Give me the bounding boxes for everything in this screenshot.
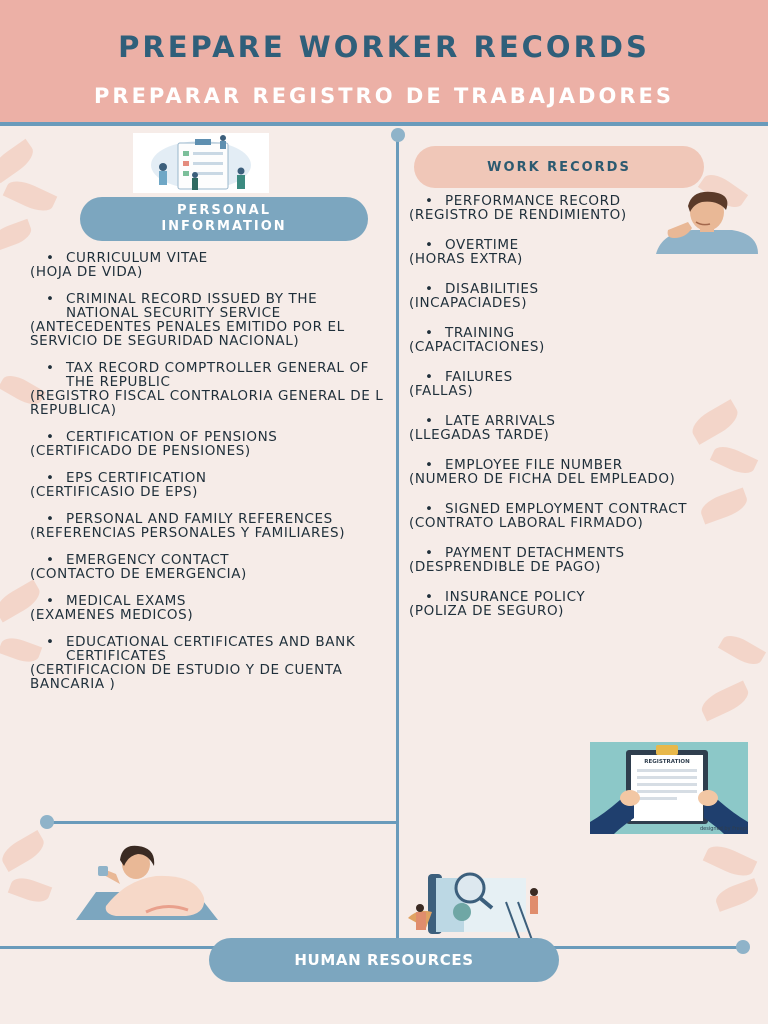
item-english: • TAX RECORD COMPTROLLER GENERAL OF THE REPUBLIC [30, 361, 392, 389]
item-english: • DISABILITIES [409, 282, 724, 296]
item-spanish: (REFERENCIAS PERSONALES Y FAMILIARES) [30, 525, 346, 541]
list-item [409, 282, 724, 310]
list-item [409, 326, 724, 354]
center-divider [396, 134, 399, 940]
personal-information-list [30, 251, 392, 704]
item-spanish: (CAPACITACIONES) [409, 339, 545, 355]
item-spanish: (REGISTRO DE RENDIMIENTO) [409, 207, 627, 223]
list-item [409, 194, 724, 222]
item-english: • EPS CERTIFICATION [30, 471, 392, 485]
list-item [409, 238, 724, 266]
list-item [409, 414, 724, 442]
divider-dot [391, 128, 405, 142]
item-english: • OVERTIME [409, 238, 724, 252]
divider-dot [736, 940, 750, 954]
item-spanish: (CERTIFICADO DE PENSIONES) [30, 443, 251, 459]
checklist-illustration [133, 133, 269, 193]
item-english: • PERSONAL AND FAMILY REFERENCES [30, 512, 392, 526]
item-english: • FAILURES [409, 370, 724, 384]
list-item [30, 512, 392, 540]
item-spanish: (REGISTRO FISCAL CONTRALORIA GENERAL DE L REPUBLICA) [30, 388, 384, 418]
leaf-decoration [703, 840, 758, 881]
freepik-credit: designed by Freepik [700, 826, 748, 832]
item-english: • EMERGENCY CONTACT [30, 553, 392, 567]
item-english: • LATE ARRIVALS [409, 414, 724, 428]
woman-with-cup-illustration [76, 840, 218, 920]
list-item [30, 292, 392, 348]
item-spanish: (DESPRENDIBLE DE PAGO) [409, 559, 601, 575]
leaf-decoration [0, 139, 38, 183]
human-resources-label: HUMAN RESOURCES [209, 938, 559, 982]
item-english: • PERFORMANCE RECORD [409, 194, 724, 208]
list-item [30, 251, 392, 279]
leaf-decoration [698, 680, 753, 721]
magnifier-team-illustration [398, 868, 550, 942]
personal-information-label: PERSONAL INFORMATION [80, 197, 368, 241]
item-english: • MEDICAL EXAMS [30, 594, 392, 608]
item-spanish: (HOJA DE VIDA) [30, 264, 143, 280]
registration-label: REGISTRATION [644, 759, 690, 765]
item-spanish: (CERTIFICASIO DE EPS) [30, 484, 199, 500]
list-item [409, 370, 724, 398]
header-divider [0, 122, 768, 126]
item-english: • EMPLOYEE FILE NUMBER [409, 458, 724, 472]
work-records-list [409, 194, 724, 634]
page-subtitle: PREPARAR REGISTRO DE TRABAJADORES [94, 84, 674, 108]
list-item [30, 471, 392, 499]
item-spanish: (CONTRATO LABORAL FIRMADO) [409, 515, 644, 531]
leaf-decoration [8, 874, 52, 906]
item-spanish: (NUMERO DE FICHA DEL EMPLEADO) [409, 471, 676, 487]
list-item [409, 590, 724, 618]
divider-dot [40, 815, 54, 829]
item-english: • EDUCATIONAL CERTIFICATES AND BANK CERTIFICATES [30, 635, 392, 663]
registration-illustration [590, 742, 748, 834]
item-spanish: (CERTIFICACION DE ESTUDIO Y DE CUENTA BANCARIA ) [30, 662, 343, 692]
list-item [409, 458, 724, 486]
item-spanish: (POLIZA DE SEGURO) [409, 603, 565, 619]
item-english: • CERTIFICATION OF PENSIONS [30, 430, 392, 444]
item-spanish: (EXAMENES MEDICOS) [30, 607, 194, 623]
list-item [30, 361, 392, 417]
item-spanish: (INCAPACIADES) [409, 295, 528, 311]
list-item [30, 553, 392, 581]
item-spanish: (LLEGADAS TARDE) [409, 427, 550, 443]
list-item [409, 502, 724, 530]
leaf-decoration [713, 878, 761, 912]
work-records-label: WORK RECORDS [414, 146, 704, 188]
item-english: • TRAINING [409, 326, 724, 340]
item-spanish: (HORAS EXTRA) [409, 251, 523, 267]
item-spanish: (CONTACTO DE EMERGENCIA) [30, 566, 247, 582]
item-english: • CRIMINAL RECORD ISSUED BY THE NATIONAL SECURITY SERVICE [30, 292, 392, 320]
leaf-decoration [718, 630, 766, 669]
list-item [30, 430, 392, 458]
item-spanish: (ANTECEDENTES PENALES EMITIDO POR EL SERVICIO DE SEGURIDAD NACIONAL) [30, 319, 345, 349]
list-item [409, 546, 724, 574]
item-english: • INSURANCE POLICY [409, 590, 724, 604]
leaf-decoration [3, 175, 58, 216]
item-english: • CURRICULUM VITAE [30, 251, 392, 265]
header-banner [0, 0, 768, 122]
item-english: • PAYMENT DETACHMENTS [409, 546, 724, 560]
list-item [30, 594, 392, 622]
item-spanish: (FALLAS) [409, 383, 474, 399]
list-item [30, 635, 392, 691]
page-title: PREPARE WORKER RECORDS [118, 30, 650, 64]
leaf-decoration [0, 219, 34, 251]
leaf-decoration [0, 830, 48, 872]
item-english: • SIGNED EMPLOYMENT CONTRACT [409, 502, 724, 516]
left-bottom-line [48, 821, 396, 824]
